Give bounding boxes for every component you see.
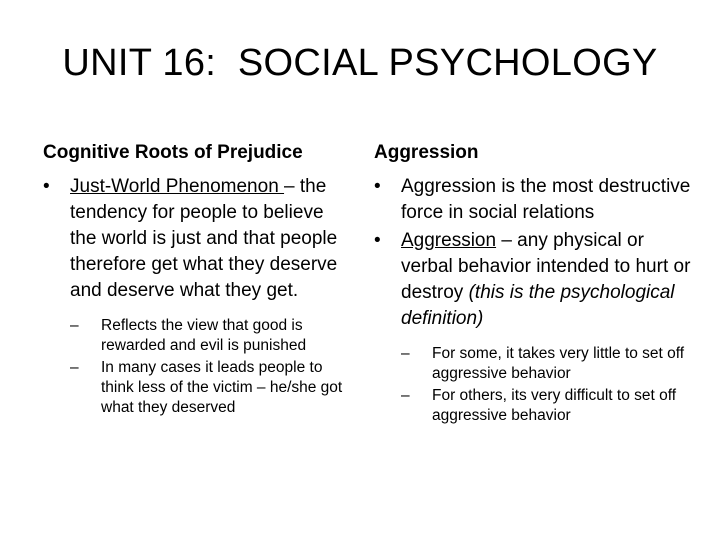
definition-dash: – [284, 176, 295, 197]
sub-bullet-text: In many cases it leads people to think less of the victim – he/she got what they deserved [101, 359, 343, 416]
slide-title: UNIT 16: SOCIAL PSYCHOLOGY [62, 42, 658, 84]
sub-bullet-marker: – [401, 387, 410, 404]
left-column-heading: Cognitive Roots of Prejudice [43, 142, 303, 163]
sub-bullet-marker: – [70, 317, 79, 334]
right-column [374, 140, 694, 426]
aggression-force-text: Aggression is the most destructive force in social relations [401, 176, 691, 223]
sub-bullet-text: For others, its very difficult to set off aggressive behavior [432, 387, 677, 424]
sub-bullet-text: For some, it takes very little to set off aggressive behavior [432, 345, 685, 382]
aggression-definition-bullet [374, 228, 694, 332]
sub-bullet-text: Reflects the view that good is rewarded and evil is punished [101, 317, 307, 354]
bullet-marker: • [43, 176, 50, 197]
sub-bullet [401, 344, 694, 384]
aggression-force-bullet [374, 174, 694, 226]
right-column-heading: Aggression [374, 142, 479, 163]
sub-bullet [70, 358, 353, 418]
aggression-sub-list [374, 344, 694, 426]
just-world-term: Just-World Phenomenon [70, 176, 285, 197]
aggression-definition: – any physical or verbal behavior intended to hurt or destroy [401, 230, 691, 303]
sub-bullet-marker: – [70, 359, 79, 376]
bullet-marker: • [374, 230, 381, 251]
bullet-marker: • [374, 176, 381, 197]
psychological-definition-note: (this is the psychological definition) [401, 282, 675, 329]
sub-bullet-marker: – [401, 345, 410, 362]
aggression-term: Aggression [401, 230, 497, 251]
sub-bullet [70, 316, 353, 356]
just-world-definition: the tendency for people to believe the world is just and that people therefore get what they deserve and deserve what they get. [70, 176, 338, 301]
just-world-sub-list [43, 316, 353, 418]
just-world-bullet [43, 174, 353, 304]
sub-bullet [401, 386, 694, 426]
left-column [43, 140, 353, 418]
